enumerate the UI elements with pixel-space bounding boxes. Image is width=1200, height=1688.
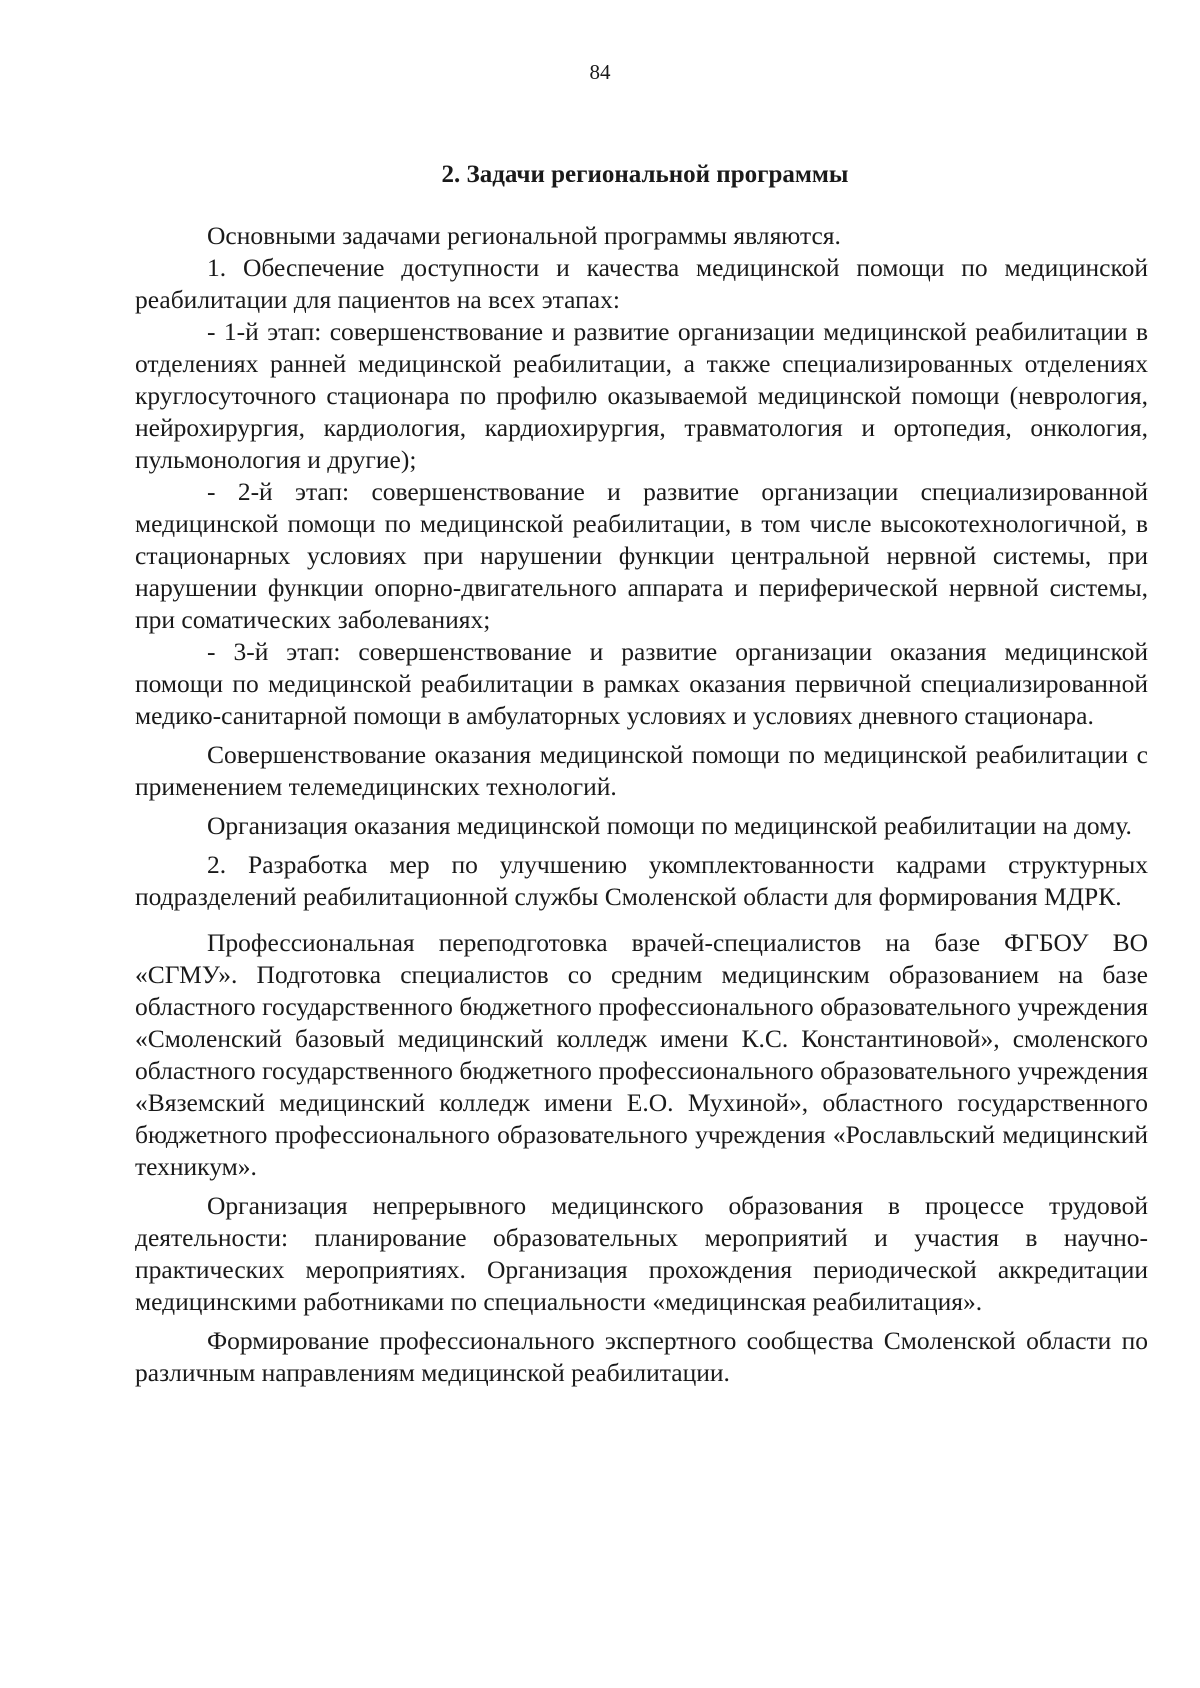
paragraph-stage-2: - 2-й этап: совершенствование и развитие организации специализированной медицинской помощи по медицинской реабилитации, в том числе высокотехнологичной, в стационарных условиях при нарушении функции центральной нервной системы, при нарушении функции опорно-двигательного аппарата и периферической нервной системы, при соматических заболеваниях; xyxy=(135,477,1148,634)
paragraph-continuing-education: Организация непрерывного медицинского образования в процессе трудовой деятельности: планирование образовательных мероприятий и участия в научно-практических мероприятиях. Организация прохождения периодической аккредитации медицинскими работниками по специальности «медицинская реабилитация». xyxy=(135,1191,1148,1316)
paragraph-intro: Основными задачами региональной программы являются. xyxy=(207,221,841,250)
paragraph-stage-3: - 3-й этап: совершенствование и развитие организации оказания медицинской помощи по медицинской реабилитации в рамках оказания первичной специализированной медико-санитарной помощи в амбулаторных условиях и условиях дневного стационара. xyxy=(135,637,1148,730)
paragraph-stage-1: - 1-й этап: совершенствование и развитие организации медицинской реабилитации в отделениях ранней медицинской реабилитации, а также специализированных отделениях круглосуточного стационара по профилю оказываемой медицинской помощи (неврология, нейрохирургия, кардиология, кардиохирургия, травматология и ортопедия, онкология, пульмонология и другие); xyxy=(135,317,1148,474)
body-text xyxy=(135,220,1148,1389)
paragraph-home-care: Организация оказания медицинской помощи по медицинской реабилитации на дому. xyxy=(207,811,1132,840)
paragraph-task-2: 2. Разработка мер по улучшению укомплектованности кадрами структурных подразделений реабилитационной службы Смоленской области для формирования МДРК. xyxy=(135,850,1148,911)
page-number: 84 xyxy=(589,60,611,84)
paragraph-telemedicine: Совершенствование оказания медицинской помощи по медицинской реабилитации с применением телемедицинских технологий. xyxy=(135,740,1148,801)
paragraph-training: Профессиональная переподготовка врачей-специалистов на базе ФГБОУ ВО «СГМУ». Подготовка специалистов со средним медицинским образованием на базе областного государственного бюджетного профессионального образовательного учреждения «Смоленский базовый медицинский колледж имени К.С. Константиновой», смоленского областного государственного бюджетного профессионального образовательного учреждения «Вяземский медицинский колледж имени Е.О. Мухиной», областного государственного бюджетного профессионального образовательного учреждения «Рославльский медицинский техникум». xyxy=(135,928,1148,1181)
paragraph-task-1: 1. Обеспечение доступности и качества медицинской помощи по медицинской реабилитации для пациентов на всех этапах: xyxy=(135,253,1148,314)
paragraph-expert-community: Формирование профессионального экспертного сообщества Смоленской области по различным направлениям медицинской реабилитации. xyxy=(135,1326,1148,1387)
section-heading: 2. Задачи региональной программы xyxy=(441,161,849,188)
